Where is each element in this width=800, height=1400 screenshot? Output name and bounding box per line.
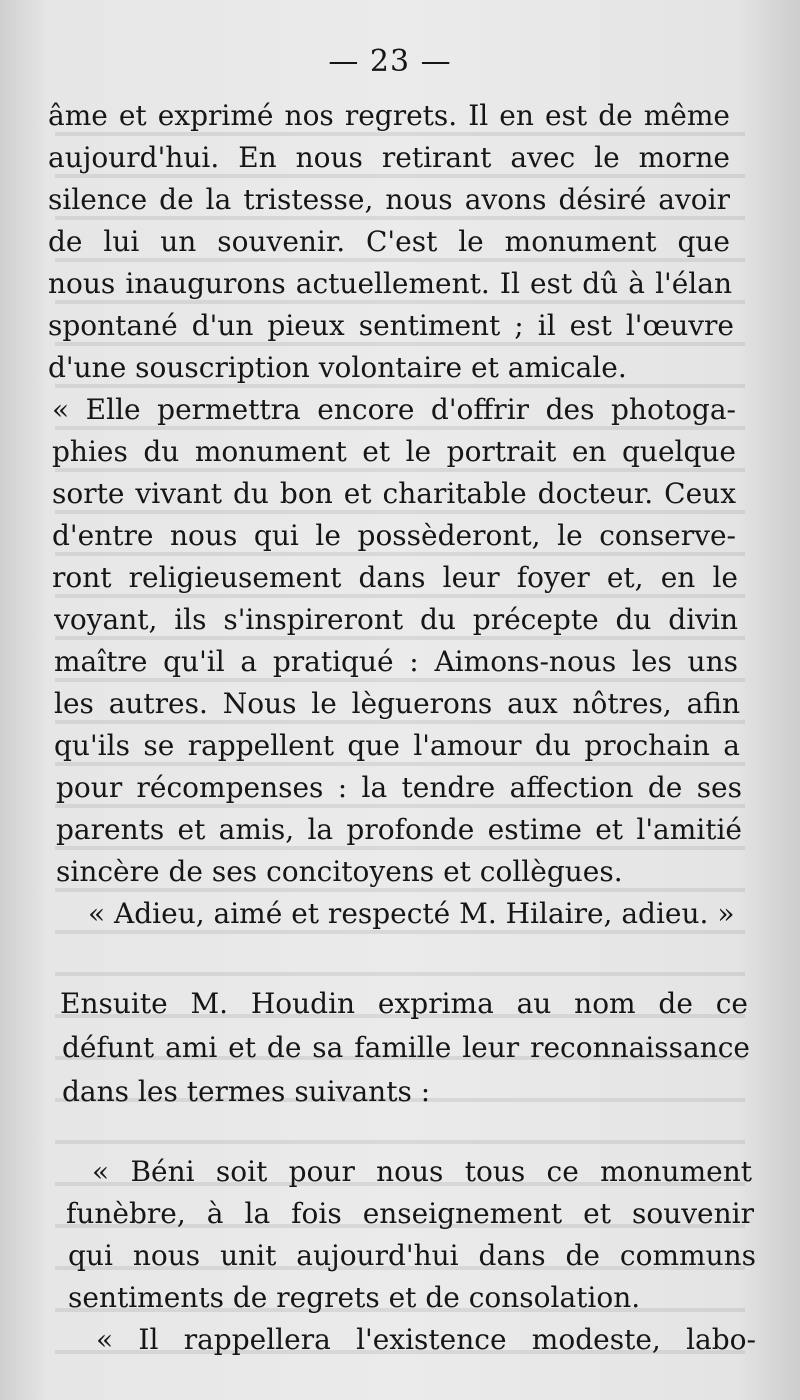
text-line: « Béni soit pour nous tous ce monument xyxy=(92,1155,752,1188)
page-number: — 23 — xyxy=(328,44,452,79)
text-line: aujourd'hui. En nous retirant avec le morne xyxy=(48,141,730,174)
text-line: spontané d'un pieux sentiment ; il est l'œuvre xyxy=(48,309,734,342)
text-line: sincère de ses concitoyens et collègues. xyxy=(56,855,623,888)
text-line: nous inaugurons actuellement. Il est dû à l'élan xyxy=(48,267,732,300)
text-line: pour récompenses : la tendre affection de ses xyxy=(56,771,742,804)
text-line: d'une souscription volontaire et amicale. xyxy=(48,351,627,384)
text-line: parents et amis, la profonde estime et l'amitié xyxy=(56,813,742,846)
text-line: « Il rappellera l'existence modeste, labo- xyxy=(96,1323,756,1356)
text-line: d'entre nous qui le possèderont, le conserve- xyxy=(52,519,736,552)
text-line: qui nous unit aujourd'hui dans de communs xyxy=(68,1239,756,1272)
text-line: silence de la tristesse, nous avons désiré avoir xyxy=(48,183,730,216)
text-line: dans les termes suivants : xyxy=(62,1075,431,1108)
text-line: âme et exprimé nos regrets. Il en est de même xyxy=(48,99,730,132)
text-line: de lui un souvenir. C'est le monument que xyxy=(48,225,730,258)
text-line: sorte vivant du bon et charitable docteur. Ceux xyxy=(52,477,736,510)
text-line: Ensuite M. Houdin exprima au nom de ce xyxy=(60,987,748,1020)
text-line: « Adieu, aimé et respecté M. Hilaire, adieu. » xyxy=(88,897,735,930)
text-line: phies du monument et le portrait en quelque xyxy=(52,435,736,468)
text-line: les autres. Nous le lèguerons aux nôtres, afin xyxy=(54,687,740,720)
text-line: qu'ils se rappellent que l'amour du prochain a xyxy=(54,729,740,762)
text-line: voyant, ils s'inspireront du précepte du divin xyxy=(54,603,738,636)
text-line: sentiments de regrets et de consolation. xyxy=(68,1281,641,1314)
text-line: maître qu'il a pratiqué : Aimons-nous les uns xyxy=(54,645,738,678)
text-line: défunt ami et de sa famille leur reconnaissance xyxy=(62,1031,750,1064)
text-line: ront religieusement dans leur foyer et, en le xyxy=(52,561,738,594)
text-line: « Elle permettra encore d'offrir des photoga- xyxy=(52,393,736,426)
text-line: funèbre, à la fois enseignement et souvenir xyxy=(66,1197,754,1230)
